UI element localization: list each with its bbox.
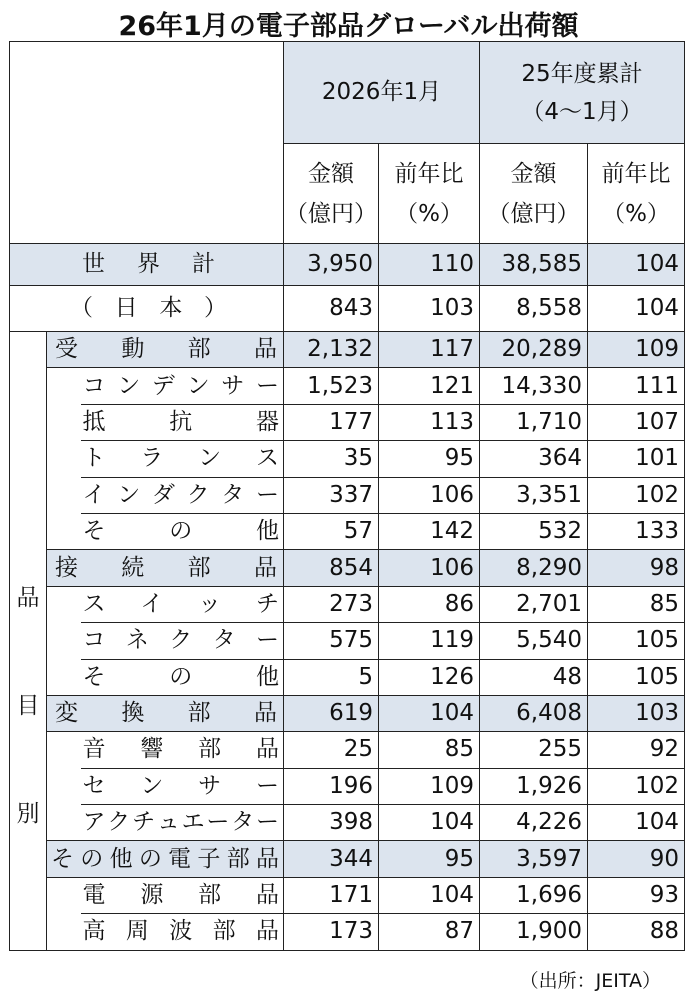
char: 日 (114, 295, 138, 321)
row-label-japan (10, 286, 284, 332)
char: 世 (82, 251, 105, 277)
yoy-unit: （%） (395, 200, 463, 227)
char: ン (117, 481, 141, 508)
char: の (80, 845, 104, 872)
char: サ (221, 372, 245, 399)
char: 品 (255, 736, 279, 763)
value-m-yoy: 85 (379, 732, 480, 768)
value-m-yoy: 109 (379, 768, 480, 804)
char: ） (203, 295, 227, 321)
value-y-amt: 255 (480, 732, 588, 768)
char: 高 (82, 918, 106, 945)
char: 他 (256, 663, 279, 690)
row-label-text (81, 447, 284, 470)
char: ネ (125, 627, 149, 654)
char: 部 (187, 700, 211, 727)
value-y-amt: 4,226 (480, 805, 588, 841)
char: 受 (55, 336, 78, 363)
value-m-amt: 337 (284, 477, 379, 513)
value-m-amt: 57 (284, 513, 379, 549)
table-row-item (10, 768, 685, 804)
row-label-item (81, 623, 284, 659)
char: 動 (121, 336, 145, 363)
char: ュ (156, 809, 180, 836)
value-m-amt: 3,950 (284, 244, 379, 286)
value-y-yoy: 101 (588, 441, 685, 477)
char: ダ (151, 481, 175, 508)
char: ッ (198, 590, 222, 617)
char: ン (186, 372, 210, 399)
row-label-item (81, 914, 284, 950)
value-m-amt: 344 (284, 841, 379, 877)
row-label-item (81, 586, 284, 622)
value-m-amt: 843 (284, 286, 379, 332)
value-y-yoy: 104 (588, 805, 685, 841)
row-label-item (81, 805, 284, 841)
value-y-yoy: 98 (588, 550, 685, 586)
row-label-item (81, 768, 284, 804)
char: そ (82, 663, 106, 690)
value-y-yoy: 111 (588, 368, 685, 404)
value-m-amt: 196 (284, 768, 379, 804)
row-label-group (47, 695, 284, 731)
header-ytd-title: 25年度累計 (521, 60, 643, 87)
value-y-amt: 8,558 (480, 286, 588, 332)
value-y-yoy: 93 (588, 877, 685, 913)
source-note: （出所：JEITA） (519, 970, 661, 992)
value-y-yoy: 85 (588, 586, 685, 622)
char: 部 (212, 918, 236, 945)
row-label-item (81, 659, 284, 695)
char: 品 (253, 700, 277, 727)
value-m-yoy: 142 (379, 513, 480, 549)
value-y-yoy: 90 (588, 841, 685, 877)
value-y-yoy: 109 (588, 332, 685, 368)
value-y-yoy: 102 (588, 768, 685, 804)
char: 子 (197, 845, 221, 872)
value-m-yoy: 126 (379, 659, 480, 695)
indent-cell (47, 441, 81, 477)
yoy-label: 前年比 (601, 160, 671, 187)
row-label-text (81, 481, 284, 508)
row-label-item (81, 404, 284, 440)
char: 器 (256, 408, 279, 435)
yoy-label: 前年比 (394, 160, 464, 187)
header-ytd-yoy (588, 144, 685, 244)
row-label-text (81, 663, 284, 690)
value-m-amt: 25 (284, 732, 379, 768)
corner-cell (10, 42, 284, 244)
char: ス (255, 445, 279, 472)
row-label-item (81, 732, 284, 768)
value-y-amt: 48 (480, 659, 588, 695)
char: 電 (168, 845, 192, 872)
table-row-world (10, 244, 685, 286)
value-m-yoy: 104 (379, 877, 480, 913)
value-y-yoy: 107 (588, 404, 685, 440)
char: 部 (198, 882, 222, 909)
char: タ (221, 481, 245, 508)
char: 音 (82, 736, 106, 763)
value-m-amt: 177 (284, 404, 379, 440)
row-label-group (47, 550, 284, 586)
char: ス (82, 590, 106, 617)
amount-unit: （億円） (487, 200, 580, 227)
char: 接 (55, 554, 78, 581)
table-row-item (10, 586, 685, 622)
char: の (169, 518, 193, 545)
char: デ (151, 372, 175, 399)
char: 品 (256, 918, 279, 945)
value-m-yoy: 113 (379, 404, 480, 440)
char: 部 (198, 736, 222, 763)
table-row-japan (10, 286, 685, 332)
table-row-item (10, 441, 685, 477)
char: 品 (255, 882, 279, 909)
header-ytd-amount (480, 144, 588, 244)
table-row-item (10, 513, 685, 549)
row-label-text (81, 372, 284, 399)
char: 品 (253, 336, 277, 363)
table-row-item (10, 914, 685, 950)
indent-cell (47, 623, 81, 659)
header-month: 2026年1月 (284, 42, 480, 144)
value-y-amt: 38,585 (480, 244, 588, 286)
value-m-yoy: 121 (379, 368, 480, 404)
value-y-amt: 5,540 (480, 623, 588, 659)
row-label-group (47, 841, 284, 877)
row-label-world (10, 244, 284, 286)
char: ク (169, 627, 193, 654)
value-y-amt: 1,696 (480, 877, 588, 913)
value-m-yoy: 119 (379, 623, 480, 659)
value-m-yoy: 86 (379, 586, 480, 622)
char: ー (255, 481, 279, 508)
indent-cell (47, 404, 81, 440)
value-m-amt: 398 (284, 805, 379, 841)
value-y-amt: 6,408 (480, 695, 588, 731)
yoy-unit: （%） (602, 200, 670, 227)
value-m-yoy: 117 (379, 332, 480, 368)
value-y-amt: 20,289 (480, 332, 588, 368)
category-char: 別 (16, 800, 40, 827)
char: セ (82, 772, 106, 799)
value-y-yoy: 105 (588, 659, 685, 695)
value-y-amt: 3,597 (480, 841, 588, 877)
value-y-amt: 8,290 (480, 550, 588, 586)
value-m-yoy: 110 (379, 244, 480, 286)
row-label-text (81, 811, 284, 834)
row-label-item (81, 441, 284, 477)
char: 計 (192, 251, 215, 277)
value-m-amt: 1,523 (284, 368, 379, 404)
row-label-text (10, 297, 283, 320)
char: 変 (55, 700, 78, 727)
category-char: 品 (16, 584, 40, 611)
value-y-yoy: 104 (588, 244, 685, 286)
char: エ (181, 809, 205, 836)
table-row-item (10, 623, 685, 659)
value-m-yoy: 95 (379, 441, 480, 477)
char: 抵 (82, 408, 106, 435)
indent-cell (47, 586, 81, 622)
char: ー (206, 809, 230, 836)
row-label-text (10, 253, 283, 276)
char: 他 (256, 518, 279, 545)
value-m-yoy: 87 (379, 914, 480, 950)
table-row-item (10, 732, 685, 768)
char: ー (255, 772, 279, 799)
value-m-yoy: 104 (379, 695, 480, 731)
value-y-amt: 2,701 (480, 586, 588, 622)
value-m-yoy: 106 (379, 477, 480, 513)
row-label-group (47, 332, 284, 368)
value-m-amt: 173 (284, 914, 379, 950)
row-label-text (81, 520, 284, 543)
row-label-item (81, 477, 284, 513)
char: 源 (140, 882, 164, 909)
value-y-yoy: 103 (588, 695, 685, 731)
char: イ (140, 590, 164, 617)
value-m-yoy: 106 (379, 550, 480, 586)
value-y-amt: 14,330 (480, 368, 588, 404)
char: 換 (121, 700, 145, 727)
char: ー (256, 627, 279, 654)
row-label-text (81, 884, 284, 907)
indent-cell (47, 659, 81, 695)
char: 抗 (169, 408, 193, 435)
header-ytd (480, 42, 685, 144)
page-title: 26年1月の電子部品グローバル出荷額 (118, 11, 579, 42)
value-y-amt: 1,926 (480, 768, 588, 804)
value-y-yoy: 88 (588, 914, 685, 950)
char: ア (82, 809, 106, 836)
row-label-text (81, 920, 284, 943)
row-label-text (81, 738, 284, 761)
table-row-group (10, 332, 685, 368)
char: 本 (159, 295, 183, 321)
char: コ (82, 627, 106, 654)
char: ク (186, 481, 210, 508)
char: タ (212, 627, 236, 654)
value-y-yoy: 133 (588, 513, 685, 549)
char: 波 (169, 918, 193, 945)
row-label-item (81, 513, 284, 549)
char: イ (82, 481, 106, 508)
value-m-amt: 619 (284, 695, 379, 731)
char: 続 (121, 554, 145, 581)
indent-cell (47, 914, 81, 950)
char: サ (198, 772, 222, 799)
indent-cell (47, 368, 81, 404)
table-row-item (10, 368, 685, 404)
char: 界 (137, 251, 160, 277)
value-y-yoy: 102 (588, 477, 685, 513)
table-row-item (10, 805, 685, 841)
char: ラ (140, 445, 164, 472)
value-m-amt: 854 (284, 550, 379, 586)
table-row-group (10, 841, 685, 877)
value-y-amt: 364 (480, 441, 588, 477)
char: コ (82, 372, 106, 399)
char: 部 (226, 845, 250, 872)
header-ytd-period: （4～1月） (521, 98, 643, 125)
value-m-amt: 575 (284, 623, 379, 659)
amount-unit: （億円） (285, 200, 377, 227)
amount-label: 金額 (510, 160, 557, 187)
row-label-text (47, 845, 283, 872)
row-label-text (81, 772, 284, 799)
char: （ (70, 295, 93, 321)
shipments-table (9, 41, 685, 951)
header-month-amount (284, 144, 379, 244)
indent-cell (47, 513, 81, 549)
table-row-item (10, 877, 685, 913)
char: ク (107, 809, 131, 836)
row-label-text (81, 629, 284, 652)
value-y-amt: 532 (480, 513, 588, 549)
char: そ (51, 845, 74, 872)
char: 他 (109, 845, 133, 872)
char: 電 (82, 882, 106, 909)
char: 部 (187, 554, 211, 581)
table-row-item (10, 659, 685, 695)
value-y-amt: 1,710 (480, 404, 588, 440)
amount-label: 金額 (308, 160, 354, 187)
row-label-text (47, 702, 283, 725)
row-label-text (47, 554, 283, 581)
char: ー (255, 372, 279, 399)
indent-cell (47, 768, 81, 804)
row-label-item (81, 877, 284, 913)
value-y-amt: 1,900 (480, 914, 588, 950)
value-m-amt: 171 (284, 877, 379, 913)
char: の (169, 663, 193, 690)
char: そ (82, 518, 106, 545)
value-m-amt: 5 (284, 659, 379, 695)
char: 品 (253, 554, 277, 581)
row-label-text (81, 590, 284, 617)
category-char: 目 (16, 692, 40, 719)
value-y-amt: 3,351 (480, 477, 588, 513)
row-label-text (81, 408, 284, 435)
char: ン (198, 445, 222, 472)
indent-cell (47, 877, 81, 913)
char: ン (117, 372, 141, 399)
table-row-group (10, 695, 685, 731)
char: 部 (187, 336, 211, 363)
value-m-yoy: 104 (379, 805, 480, 841)
value-m-amt: 273 (284, 586, 379, 622)
row-label-text (47, 338, 283, 361)
table-row-item (10, 404, 685, 440)
char: 響 (140, 736, 164, 763)
indent-cell (47, 732, 81, 768)
indent-cell (47, 805, 81, 841)
char: チ (255, 590, 279, 617)
indent-cell (47, 477, 81, 513)
char: の (138, 845, 162, 872)
char: ン (140, 772, 164, 799)
value-m-yoy: 103 (379, 286, 480, 332)
category-label (10, 332, 47, 951)
header-month-yoy (379, 144, 480, 244)
category-label-text (10, 414, 46, 868)
value-y-yoy: 105 (588, 623, 685, 659)
char: 周 (125, 918, 149, 945)
table-row-item (10, 477, 685, 513)
char: チ (132, 809, 156, 836)
value-y-yoy: 92 (588, 732, 685, 768)
char: タ (231, 809, 255, 836)
char: ト (82, 445, 106, 472)
value-m-yoy: 95 (379, 841, 480, 877)
table-row-group (10, 550, 685, 586)
char: 品 (255, 845, 279, 872)
value-y-yoy: 104 (588, 286, 685, 332)
char: ー (255, 809, 279, 836)
value-m-amt: 35 (284, 441, 379, 477)
value-m-amt: 2,132 (284, 332, 379, 368)
row-label-item (81, 368, 284, 404)
